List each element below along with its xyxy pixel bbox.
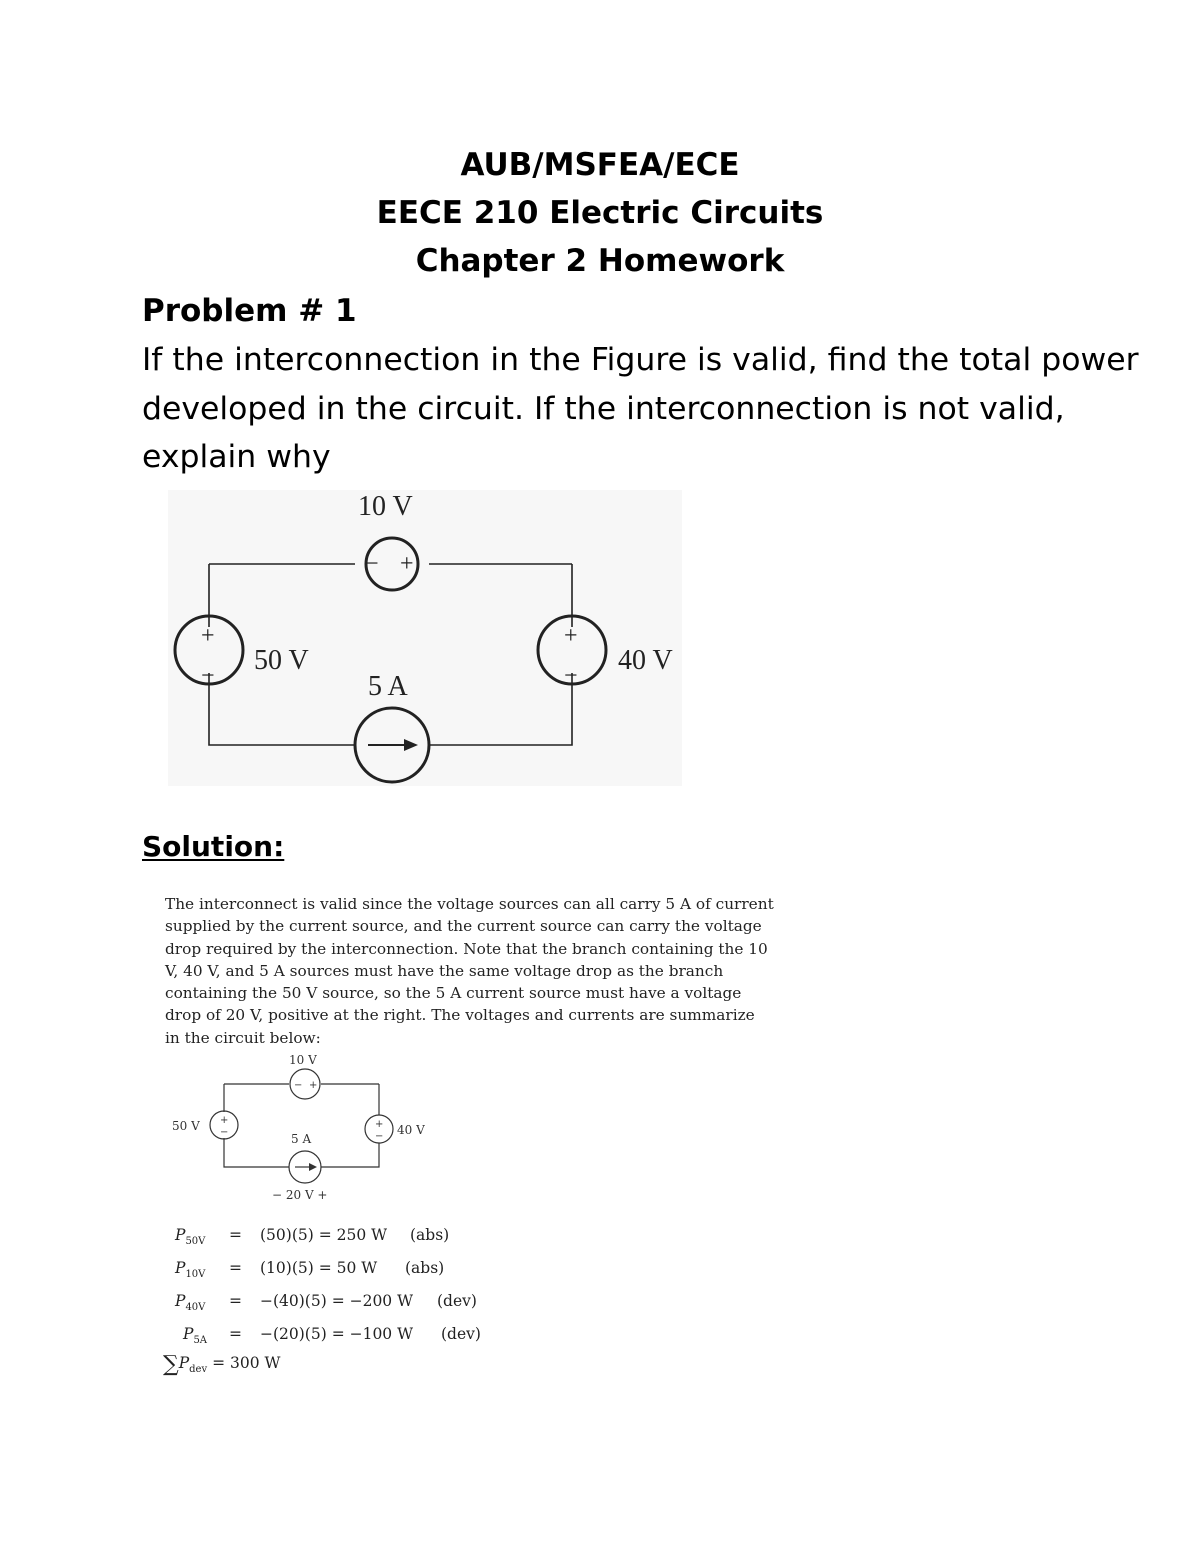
current-arrow-head (404, 739, 418, 751)
small-10v-minus: − (294, 1080, 303, 1091)
solution-text (165, 893, 805, 1049)
label-5a: 5 A (368, 671, 408, 702)
label-40v: 40 V (618, 645, 673, 676)
eq-note: (dev) (437, 1292, 477, 1310)
small-10v-plus: + (309, 1080, 318, 1091)
solution-line: containing the 50 V source, so the 5 A current source must have a voltage (165, 984, 742, 1003)
solution-line: The interconnect is valid since the voltage sources can all carry 5 A of current (165, 895, 774, 913)
equation-p50v (175, 1226, 450, 1248)
small-50v-minus: − (220, 1127, 229, 1138)
10v-minus: − (365, 551, 379, 577)
50v-minus: − (201, 663, 215, 689)
eq-equals: = (229, 1259, 242, 1277)
small-40v-plus: + (375, 1119, 384, 1130)
label2-5a: 5 A (291, 1132, 312, 1146)
circuit-figure-1 (168, 490, 682, 786)
label-10v: 10 V (358, 491, 413, 522)
label-50v: 50 V (254, 645, 309, 676)
solution-line: drop of 20 V, positive at the right. The voltages and currents are summarize (165, 1006, 755, 1025)
equation-sum (163, 1352, 280, 1377)
eq-equals: = (229, 1226, 242, 1244)
wire-top (209, 564, 572, 627)
equation-p10v (175, 1259, 445, 1281)
eq-equals: = (229, 1292, 242, 1310)
small-50v-plus: + (220, 1115, 229, 1126)
equation-p5a (183, 1325, 481, 1347)
equation-p40v (175, 1292, 477, 1314)
50v-plus: + (201, 623, 215, 649)
label2-drop: − 20 V + (272, 1188, 328, 1202)
label2-10v: 10 V (289, 1053, 317, 1067)
header-line-3: Chapter 2 Homework (415, 243, 785, 279)
current2-arrow-head (309, 1163, 317, 1171)
eq-rhs: = 300 W (212, 1354, 281, 1372)
solution-line: supplied by the current source, and the current source can carry the voltage (165, 917, 762, 936)
problem-text: If the interconnection in the Figure is valid, find the total power developed in the circuit. If the interconnection is not valid, explain why (142, 342, 1139, 475)
40v-minus: − (564, 663, 578, 689)
small-40v-minus: − (375, 1131, 384, 1142)
header-line-2: EECE 210 Electric Circuits (376, 195, 824, 231)
10v-plus: + (400, 551, 414, 577)
solution-heading: Solution: (142, 830, 285, 863)
eq-symbol: $P_{5A}$ (183, 1325, 208, 1347)
solution-line: in the circuit below: (165, 1028, 321, 1047)
40v-plus: + (564, 623, 578, 649)
label2-50v: 50 V (172, 1119, 200, 1133)
eq-note: (abs) (405, 1259, 445, 1277)
label2-40v: 40 V (397, 1123, 425, 1137)
eq-symbol: $P_{10V}$ (175, 1259, 206, 1281)
circuit-figure-2 (165, 1046, 465, 1206)
header-line-1: AUB/MSFEA/ECE (460, 147, 740, 183)
eq-symbol: $P_{dev}$ (178, 1354, 208, 1376)
eq-note: (abs) (410, 1226, 450, 1244)
sigma-symbol: ∑ (163, 1352, 179, 1377)
eq-symbol: $P_{50V}$ (175, 1226, 206, 1248)
eq-equals: = (229, 1325, 242, 1343)
eq-symbol: $P_{40V}$ (175, 1292, 206, 1314)
solution-line: drop required by the interconnection. Note that the branch containing the 10 (165, 939, 768, 958)
solution-line: V, 40 V, and 5 A sources must have the same voltage drop as the branch (165, 961, 724, 980)
eq-rhs: −(40)(5) = −200 W (260, 1292, 414, 1310)
eq-note: (dev) (441, 1325, 481, 1343)
problem-title: Problem # 1 (142, 293, 357, 329)
eq-rhs: (10)(5) = 50 W (260, 1259, 378, 1277)
eq-rhs: −(20)(5) = −100 W (260, 1325, 414, 1343)
eq-rhs: (50)(5) = 250 W (260, 1226, 388, 1244)
